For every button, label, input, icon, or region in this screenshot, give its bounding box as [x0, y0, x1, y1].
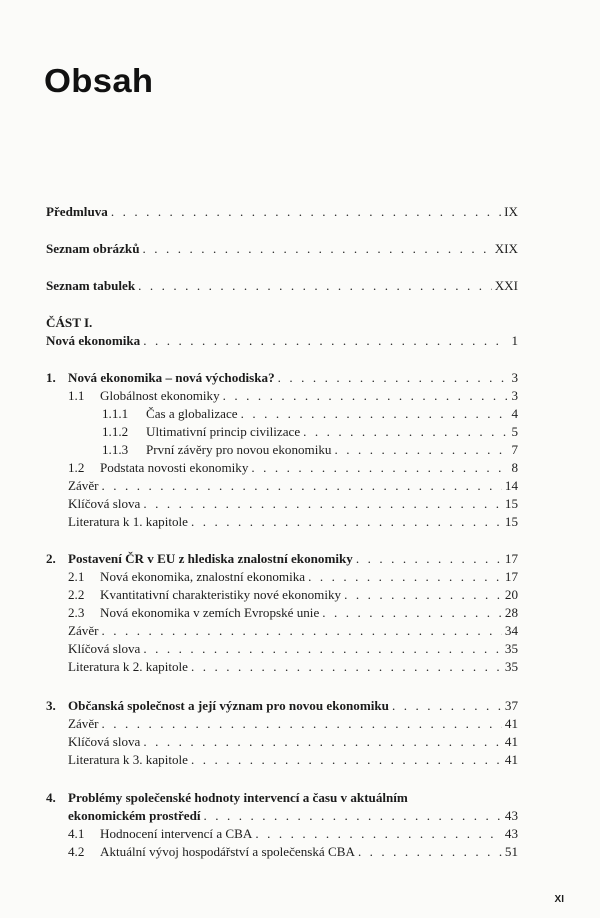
dot-leader: [344, 586, 502, 604]
dot-leader: [251, 459, 507, 477]
entry-title: První závěry pro novou ekonomiku: [146, 442, 332, 457]
section-number: 1.1.1: [102, 406, 129, 421]
dot-leader: [223, 387, 507, 405]
page-number: 20: [504, 587, 518, 602]
toc-entry-nova-ekonomika[interactable]: [46, 332, 518, 350]
page-number: 5: [511, 424, 518, 439]
page-number: 43: [504, 826, 518, 841]
dot-leader: [303, 423, 507, 441]
toc-entry-zaver-2[interactable]: [68, 622, 518, 640]
entry-title: Čas a globalizace: [146, 406, 238, 421]
toc-subsection-1-1-3[interactable]: [102, 441, 518, 459]
toc-chapter-2[interactable]: [46, 550, 518, 568]
dot-leader: [102, 622, 502, 640]
part-label: ČÁST I.: [46, 315, 93, 330]
section-number: 4.1: [68, 826, 85, 841]
entry-title: Postavení ČR v EU z hlediska znalostní ekonomiky: [68, 551, 353, 566]
entry-title: Problémy společenské hodnoty intervencí a času v aktuálním: [68, 790, 408, 805]
toc-section-2-1[interactable]: [68, 568, 518, 586]
dot-leader: [334, 441, 507, 459]
toc-chapter-3[interactable]: [46, 697, 518, 715]
page-number: 35: [504, 659, 518, 674]
page-number: 15: [504, 514, 518, 529]
page-number: 41: [504, 716, 518, 731]
toc-chapter-4-continued[interactable]: [68, 807, 518, 825]
page-number: 37: [504, 698, 518, 713]
page-number: 15: [504, 496, 518, 511]
entry-title: Závěr: [68, 478, 99, 493]
entry-title: Seznam obrázků: [46, 241, 140, 256]
toc-section-1-1[interactable]: [68, 387, 518, 405]
chapter-number: 4.: [46, 790, 56, 805]
entry-title: Nová ekonomika v zemích Evropské unie: [100, 605, 320, 620]
dot-leader: [143, 640, 502, 658]
toc-section-2-3[interactable]: [68, 604, 518, 622]
toc-entry-klicova-slova-3[interactable]: [68, 733, 518, 751]
entry-title: Klíčová slova: [68, 641, 141, 656]
toc-entry-klicova-slova-2[interactable]: [68, 640, 518, 658]
dot-leader: [143, 332, 507, 350]
page-folio: XI: [554, 894, 564, 905]
page-number: 14: [504, 478, 518, 493]
dot-leader: [102, 715, 502, 733]
section-number: 1.1: [68, 388, 85, 403]
chapter-number: 3.: [46, 698, 56, 713]
page-number: 17: [504, 551, 518, 566]
dot-leader: [138, 277, 492, 295]
entry-title: Literatura k 3. kapitole: [68, 752, 188, 767]
page-number: 51: [504, 844, 518, 859]
toc-entry-seznam-tabulek[interactable]: [46, 277, 518, 295]
page-number: 7: [511, 442, 518, 457]
dot-leader: [204, 807, 502, 825]
entry-title: Nová ekonomika, znalostní ekonomika: [100, 569, 306, 584]
section-number: 2.3: [68, 605, 85, 620]
dot-leader: [255, 825, 502, 843]
page-number: 17: [504, 569, 518, 584]
section-number: 2.1: [68, 569, 85, 584]
dot-leader: [322, 604, 502, 622]
entry-title-continued: ekonomickém prostředí: [68, 808, 201, 823]
chapter-number: 1.: [46, 370, 56, 385]
part-heading: [46, 314, 518, 332]
dot-leader: [102, 477, 502, 495]
entry-title: Globálnost ekonomiky: [100, 388, 220, 403]
section-number: 2.2: [68, 587, 85, 602]
entry-title: Podstata novosti ekonomiky: [100, 460, 249, 475]
dot-leader: [191, 751, 502, 769]
dot-leader: [191, 513, 502, 531]
page-number: 4: [511, 406, 518, 421]
entry-title: Seznam tabulek: [46, 278, 136, 293]
page-number: 28: [504, 605, 518, 620]
section-number: 4.2: [68, 844, 85, 859]
page-number: XIX: [494, 241, 518, 256]
dot-leader: [308, 568, 502, 586]
page-number: 41: [504, 734, 518, 749]
page-number: 34: [504, 623, 518, 638]
page-number: IX: [504, 204, 518, 219]
toc-chapter-1[interactable]: [46, 369, 518, 387]
toc-subsection-1-1-2[interactable]: [102, 423, 518, 441]
page-number: XXI: [494, 278, 518, 293]
section-number: 1.1.2: [102, 424, 129, 439]
entry-title: Ultimativní princip civilizace: [146, 424, 301, 439]
entry-title: Předmluva: [46, 204, 108, 219]
toc-subsection-1-1-1[interactable]: [102, 405, 518, 423]
toc-entry-zaver-3[interactable]: [68, 715, 518, 733]
entry-title: Nová ekonomika – nová východiska?: [68, 370, 275, 385]
entry-title: Závěr: [68, 716, 99, 731]
page-number: 8: [511, 460, 518, 475]
section-number: 1.1.3: [102, 442, 129, 457]
toc-section-4-2[interactable]: [68, 843, 518, 861]
toc-entry-literatura-2[interactable]: [68, 658, 518, 676]
page-number: 35: [504, 641, 518, 656]
toc-entry-klicova-slova-1[interactable]: [68, 495, 518, 513]
entry-title: Klíčová slova: [68, 734, 141, 749]
entry-title: Kvantitativní charakteristiky nové ekonomiky: [100, 587, 342, 602]
dot-leader: [111, 203, 501, 221]
dot-leader: [278, 369, 507, 387]
page-number: 1: [511, 333, 518, 348]
toc-section-1-2[interactable]: [68, 459, 518, 477]
entry-title: Klíčová slova: [68, 496, 141, 511]
toc-chapter-4[interactable]: [46, 789, 518, 807]
dot-leader: [358, 843, 502, 861]
toc-entry-zaver-1[interactable]: [68, 477, 518, 495]
entry-title: Nová ekonomika: [46, 333, 141, 348]
dot-leader: [143, 733, 502, 751]
dot-leader: [241, 405, 507, 423]
toc-entry-seznam-obrazku[interactable]: [46, 240, 518, 258]
page-number: 3: [511, 370, 518, 385]
chapter-number: 2.: [46, 551, 56, 566]
toc-entry-literatura-3[interactable]: [68, 751, 518, 769]
entry-title: Hodnocení intervencí a CBA: [100, 826, 253, 841]
entry-title: Literatura k 2. kapitole: [68, 659, 188, 674]
page-title: Obsah: [44, 62, 154, 99]
page-number: 41: [504, 752, 518, 767]
entry-title: Literatura k 1. kapitole: [68, 514, 188, 529]
page-number: 3: [511, 388, 518, 403]
entry-title: Občanská společnost a její význam pro novou ekonomiku: [68, 698, 389, 713]
page-number: 43: [504, 808, 518, 823]
toc-entry-literatura-1[interactable]: [68, 513, 518, 531]
dot-leader: [143, 495, 502, 513]
section-number: 1.2: [68, 460, 85, 475]
entry-title: Aktuální vývoj hospodářství a společenská CBA: [100, 844, 355, 859]
dot-leader: [392, 697, 502, 715]
toc-section-4-1[interactable]: [68, 825, 518, 843]
toc-entry-predmluva[interactable]: [46, 203, 518, 221]
dot-leader: [191, 658, 502, 676]
dot-leader: [356, 550, 502, 568]
entry-title: Závěr: [68, 623, 99, 638]
toc-section-2-2[interactable]: [68, 586, 518, 604]
dot-leader: [142, 240, 491, 258]
